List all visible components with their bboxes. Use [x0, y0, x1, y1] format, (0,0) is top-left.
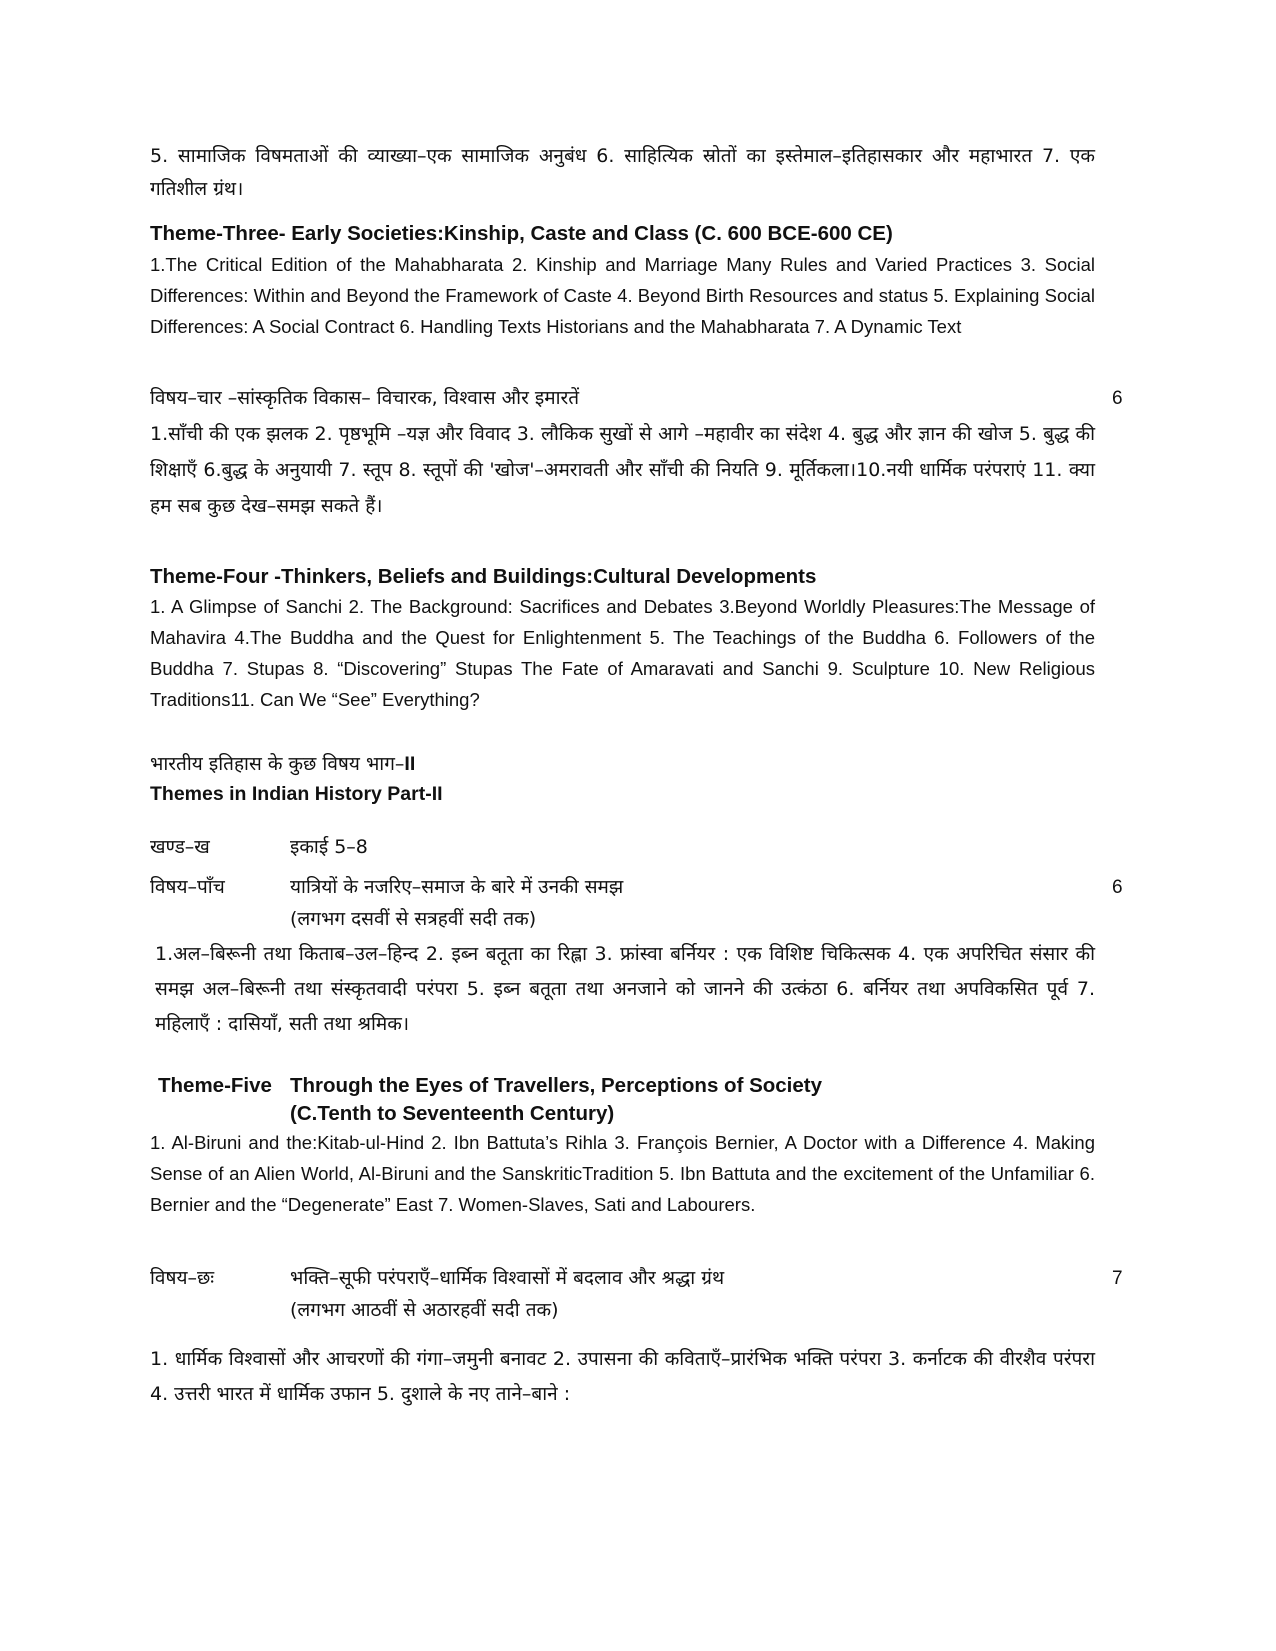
part-two-english-title: Themes in Indian History Part-II — [150, 783, 443, 805]
part-two-hindi-title — [150, 748, 1095, 780]
theme-five-title-line1: Through the Eyes of Travellers, Perceptions of Society — [290, 1074, 823, 1097]
theme-five-body: 1. Al-Biruni and the:Kitab-ul-Hind 2. Ibn Battuta’s Rihla 3. François Bernier, A Doctor with a Difference 4. Making Sense of an Alien World, Al-Biruni and the SanskriticTradition 5. Ibn Battuta and the excitement of the Unfamiliar 6. Bernier and the “Degenerate” East 7. Women-Slaves, Sati and Labourers. — [150, 1132, 1095, 1215]
section-units: इकाई 5–8 — [290, 836, 368, 858]
vishay-paanch-title-line2: (लगभग दसवीं से सत्रहवीं सदी तक) — [290, 908, 537, 930]
part-two-hindi-title-prefix: भारतीय इतिहास के कुछ विषय भाग– — [150, 753, 405, 775]
vishay-chhah-marks: 7 — [1112, 1268, 1123, 1289]
theme-five-title-line2: (C.Tenth to Seventeenth Century) — [290, 1102, 615, 1125]
vishay-chaar-body: 1.साँची की एक झलक 2. पृष्ठभूमि –यज्ञ और विवाद 3. लौकिक सुखों से आगे –महावीर का संदेश 4. बुद्ध और ज्ञान की खोज 5. बुद्ध की शिक्षाएँ 6.बुद्ध के अनुयायी 7. स्तूप 8. स्तूपों की 'खोज'–अमरावती और साँची की नियति 9. मूर्तिकला।10.नयी धार्मिक परंपराएं 11. क्या हम सब कुछ देख–समझ सकते हैं। — [150, 423, 1095, 517]
theme-three-body: 1.The Critical Edition of the Mahabharata 2. Kinship and Marriage Many Rules and Varied Practices 3. Social Differences: Within and Beyond the Framework of Caste 4. Beyond Birth Resources and status 5. Explaining Social Differences: A Social Contract 6. Handling Texts Historians and the Mahabharata 7. A Dynamic Text — [150, 254, 1095, 337]
theme-four-body: 1. A Glimpse of Sanchi 2. The Background: Sacrifices and Debates 3.Beyond Worldly Pleasures:The Message of Mahavira 4.The Buddha and the Quest for Enlightenment 5. The Teachings of the Buddha 6. Followers of the Buddha 7. Stupas 8. “Discovering” Stupas The Fate of Amaravati and Sanchi 9. Sculpture 10. New Religious Traditions11. Can We “See” Everything? — [150, 596, 1095, 710]
vishay-paanch-title-line1: यात्रियों के नजरिए–समाज के बारे में उनकी समझ — [290, 876, 624, 898]
vishay-paanch-body: 1.अल–बिरूनी तथा किताब–उल–हिन्द 2. इब्न बतूता का रिह्ला 3. फ्रांस्वा बर्नियर : एक विशिष्ट चिकित्सक 4. एक अपरिचित संसार की समझ अल–बिरूनी तथा संस्कृतवादी परंपरा 5. इब्न बतूता तथा अनजाने को जानने की उत्कंठा 6. बर्नियर तथा अपविकसित पूर्व 7. महिलाएँ : दासियाँ, सती तथा श्रमिक। — [155, 943, 1095, 1035]
vishay-chhah-label: विषय–छः — [150, 1267, 215, 1289]
theme-three-heading: Theme-Three- Early Societies:Kinship, Caste and Class (C. 600 BCE-600 CE) — [150, 222, 893, 245]
vishay-chhah-title-line2: (लगभग आठवीं से अठारहवीं सदी तक) — [290, 1299, 559, 1321]
hindi-paragraph-continuation: 5. सामाजिक विषमताओं की व्याख्या–एक सामाजिक अनुबंध 6. साहित्यिक स्रोतों का इस्तेमाल–इतिहासकार और महाभारत 7. एक गतिशील ग्रंथ। — [150, 145, 1095, 200]
vishay-chaar-heading: विषय–चार –सांस्कृतिक विकास– विचारक, विश्वास और इमारतें — [150, 387, 580, 409]
vishay-paanch-label: विषय–पाँच — [150, 876, 225, 898]
part-two-hindi-title-suffix: II — [404, 753, 416, 775]
theme-four-heading: Theme-Four -Thinkers, Beliefs and Buildings:Cultural Developments — [150, 565, 817, 588]
vishay-chhah-title-line1: भक्ति–सूफी परंपराएँ–धार्मिक विश्वासों में बदलाव और श्रद्धा ग्रंथ — [290, 1267, 725, 1289]
section-label: खण्ड–ख — [150, 836, 210, 858]
vishay-chhah-body: 1. धार्मिक विश्वासों और आचरणों की गंगा–जमुनी बनावट 2. उपासना की कविताएँ–प्रारंभिक भक्ति परंपरा 3. कर्नाटक की वीरशैव परंपरा 4. उत्तरी भारत में धार्मिक उफान 5. दुशाले के नए ताने–बाने : — [150, 1348, 1095, 1405]
theme-five-label: Theme-Five — [158, 1074, 272, 1097]
vishay-paanch-marks: 6 — [1112, 877, 1123, 898]
vishay-chaar-marks: 6 — [1112, 388, 1123, 409]
